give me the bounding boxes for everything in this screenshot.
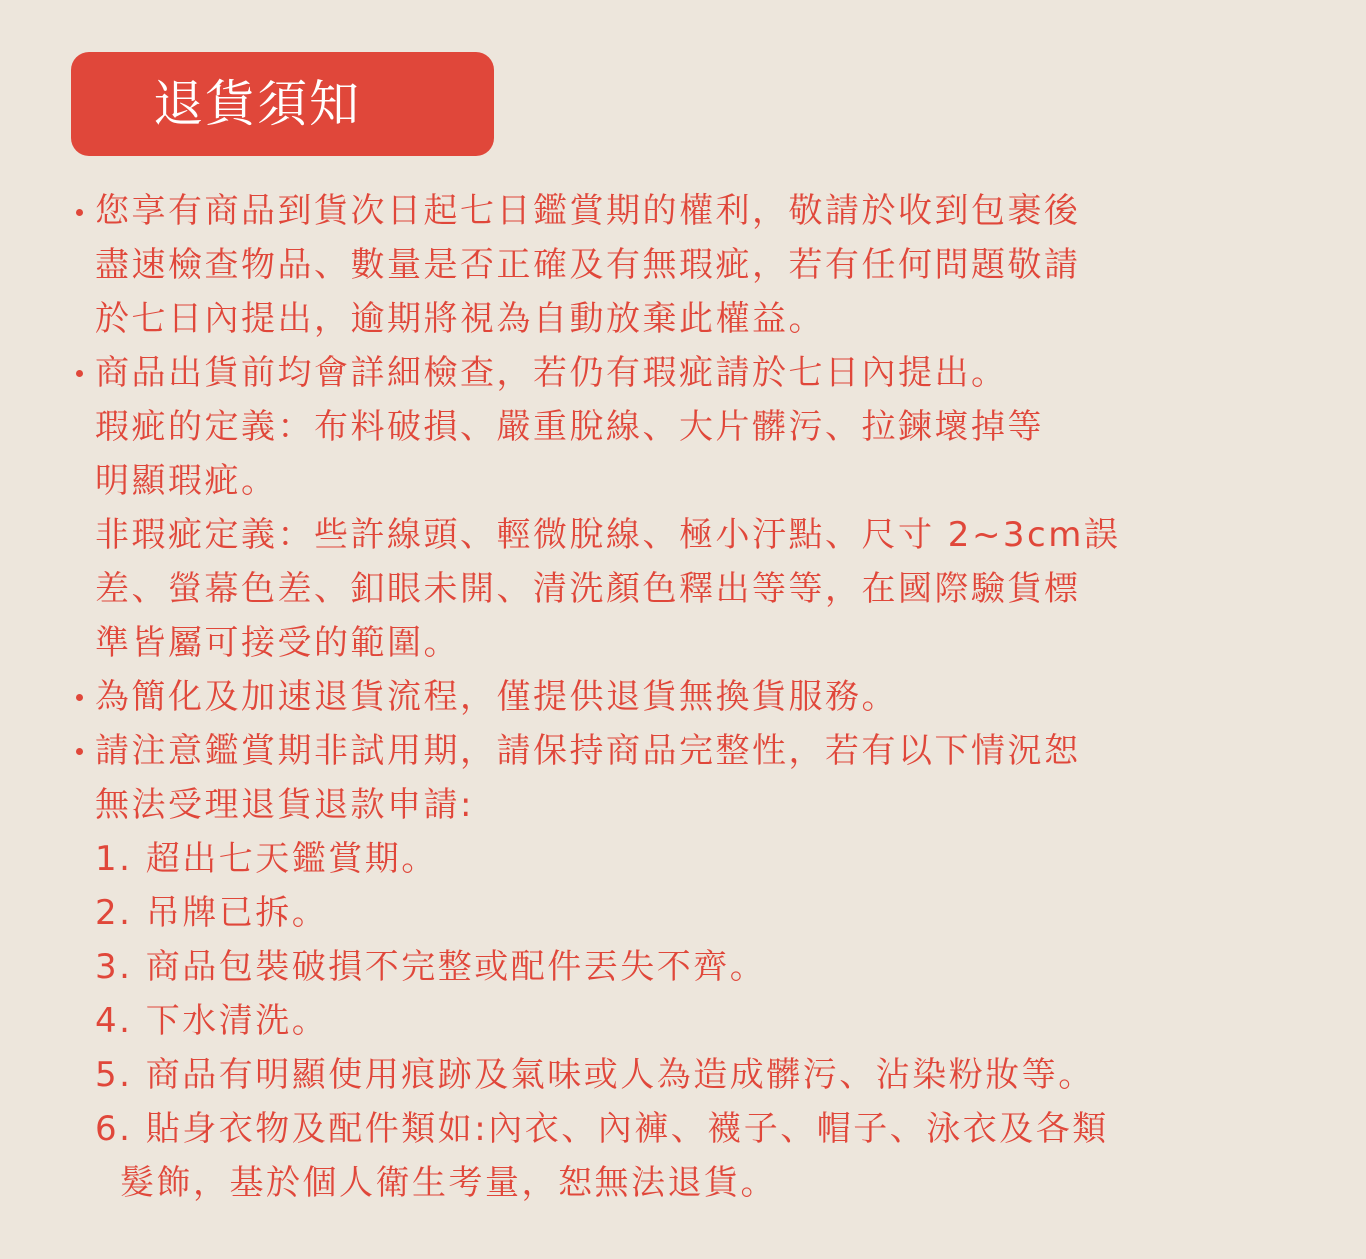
notice-line: 準皆屬可接受的範圍。 bbox=[95, 623, 460, 663]
notice-line: 瑕疵的定義：布料破損、嚴重脫線、大片髒污、拉鍊壞掉等 bbox=[95, 407, 1044, 447]
notice-line: 盡速檢查物品、數量是否正確及有無瑕疵，若有任何問題敬請 bbox=[95, 245, 1081, 285]
notice-line: 您享有商品到貨次日起七日鑑賞期的權利，敬請於收到包裹後 bbox=[95, 191, 1081, 231]
bullet-dot bbox=[76, 748, 83, 755]
list-item: 1. 超出七天鑑賞期。 bbox=[95, 839, 438, 879]
notice-line: 請注意鑑賞期非試用期，請保持商品完整性，若有以下情況恕 bbox=[95, 731, 1081, 771]
bullet-dot bbox=[76, 370, 83, 377]
notice-line: 商品出貨前均會詳細檢查，若仍有瑕疵請於七日內提出。 bbox=[95, 353, 1008, 393]
notice-line: 於七日內提出，逾期將視為自動放棄此權益。 bbox=[95, 299, 825, 339]
bullet-dot bbox=[76, 694, 83, 701]
list-item: 2. 吊牌已拆。 bbox=[95, 893, 329, 933]
list-item: 4. 下水清洗。 bbox=[95, 1001, 329, 1041]
list-item: 髮飾，基於個人衛生考量，恕無法退貨。 bbox=[120, 1163, 777, 1203]
list-item: 6. 貼身衣物及配件類如:內衣、內褲、襪子、帽子、泳衣及各類 bbox=[95, 1109, 1109, 1149]
notice-line: 非瑕疵定義：些許線頭、輕微脫線、極小汙點、尺寸 2~3cm誤 bbox=[95, 515, 1121, 555]
bullet-dot bbox=[76, 209, 83, 216]
list-item: 3. 商品包裝破損不完整或配件丟失不齊。 bbox=[95, 947, 767, 987]
page-title: 退貨須知 bbox=[153, 75, 361, 133]
notice-line: 無法受理退貨退款申請: bbox=[95, 785, 474, 825]
notice-line: 為簡化及加速退貨流程，僅提供退貨無換貨服務。 bbox=[95, 677, 898, 717]
notice-line: 差、螢幕色差、釦眼未開、清洗顏色釋出等等，在國際驗貨標 bbox=[95, 569, 1081, 609]
list-item: 5. 商品有明顯使用痕跡及氣味或人為造成髒污、沾染粉妝等。 bbox=[95, 1055, 1095, 1095]
notice-line: 明顯瑕疵。 bbox=[95, 461, 278, 501]
